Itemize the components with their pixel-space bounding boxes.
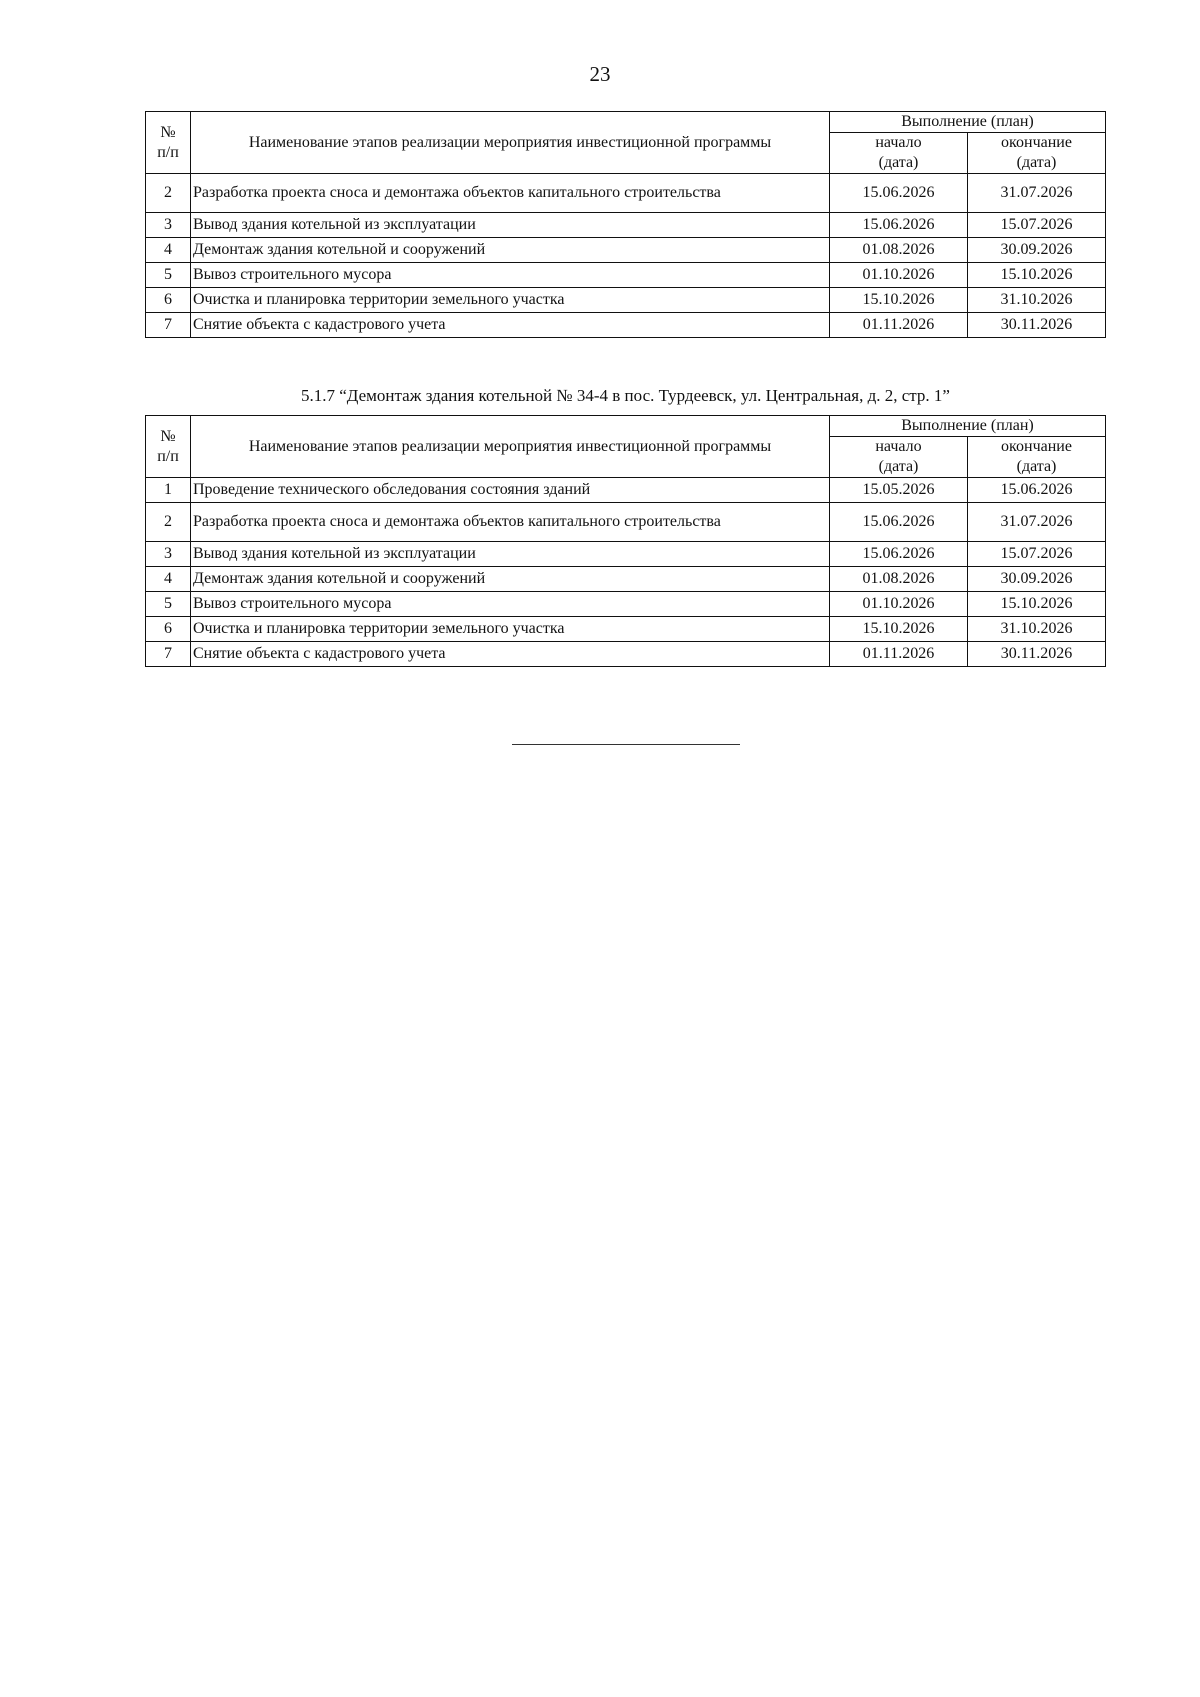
end-date: 15.07.2026 bbox=[968, 542, 1106, 567]
end-date: 15.06.2026 bbox=[968, 478, 1106, 503]
stage-name: Разработка проекта сноса и демонтажа объектов капитального строительства bbox=[191, 174, 830, 213]
row-number: 2 bbox=[146, 174, 191, 213]
end-date: 30.09.2026 bbox=[968, 238, 1106, 263]
start-date: 01.11.2026 bbox=[830, 642, 968, 667]
start-date: 01.10.2026 bbox=[830, 592, 968, 617]
header-num-label: № bbox=[160, 427, 176, 445]
header-end-label-2: (дата) bbox=[1016, 154, 1057, 171]
stage-name: Разработка проекта сноса и демонтажа объектов капитального строительства bbox=[191, 503, 830, 542]
header-end-label: окончание bbox=[1001, 134, 1072, 151]
start-date: 15.06.2026 bbox=[830, 213, 968, 238]
stage-name: Очистка и планировка территории земельного участка bbox=[191, 617, 830, 642]
row-number: 6 bbox=[146, 288, 191, 313]
stage-name: Очистка и планировка территории земельного участка bbox=[191, 288, 830, 313]
section-caption: 5.1.7 “Демонтаж здания котельной № 34-4 в пос. Турдеевск, ул. Центральная, д. 2, стр. 1” bbox=[301, 386, 950, 405]
row-number: 4 bbox=[146, 238, 191, 263]
start-date: 01.08.2026 bbox=[830, 567, 968, 592]
end-date: 31.10.2026 bbox=[968, 617, 1106, 642]
table-row bbox=[146, 313, 1106, 338]
table-row bbox=[146, 174, 1106, 213]
end-date: 15.10.2026 bbox=[968, 263, 1106, 288]
row-number: 3 bbox=[146, 542, 191, 567]
header-execution: Выполнение (план) bbox=[830, 112, 1106, 133]
table-row bbox=[146, 288, 1106, 313]
stage-name: Снятие объекта с кадастрового учета bbox=[191, 313, 830, 338]
start-date: 15.10.2026 bbox=[830, 288, 968, 313]
header-num-label-2: п/п bbox=[157, 143, 179, 161]
header-start-label-2: (дата) bbox=[878, 458, 919, 475]
start-date: 15.06.2026 bbox=[830, 174, 968, 213]
stage-name: Вывод здания котельной из эксплуатации bbox=[191, 542, 830, 567]
start-date: 01.10.2026 bbox=[830, 263, 968, 288]
end-date: 31.07.2026 bbox=[968, 503, 1106, 542]
header-execution: Выполнение (план) bbox=[830, 416, 1106, 437]
header-end-label-2: (дата) bbox=[1016, 458, 1057, 475]
table-row bbox=[146, 592, 1106, 617]
stage-name: Проведение технического обследования состояния зданий bbox=[191, 478, 830, 503]
row-number: 2 bbox=[146, 503, 191, 542]
end-date: 15.10.2026 bbox=[968, 592, 1106, 617]
row-number: 4 bbox=[146, 567, 191, 592]
header-stage-name: Наименование этапов реализации мероприятия инвестиционной программы bbox=[191, 112, 830, 174]
end-of-document-rule bbox=[512, 744, 740, 745]
start-date: 15.05.2026 bbox=[830, 478, 968, 503]
table-row bbox=[146, 478, 1106, 503]
end-date: 30.11.2026 bbox=[968, 313, 1106, 338]
header-num bbox=[146, 112, 191, 174]
end-date: 31.07.2026 bbox=[968, 174, 1106, 213]
header-num bbox=[146, 416, 191, 478]
header-end bbox=[968, 133, 1106, 174]
schedule-table-2 bbox=[145, 415, 1106, 667]
end-date: 30.09.2026 bbox=[968, 567, 1106, 592]
header-end-label: окончание bbox=[1001, 438, 1072, 455]
table-row bbox=[146, 263, 1106, 288]
header-start-label: начало bbox=[875, 134, 922, 151]
row-number: 6 bbox=[146, 617, 191, 642]
table-row bbox=[146, 642, 1106, 667]
row-number: 7 bbox=[146, 642, 191, 667]
table-row bbox=[146, 213, 1106, 238]
header-end bbox=[968, 437, 1106, 478]
header-start-label-2: (дата) bbox=[878, 154, 919, 171]
stage-name: Вывоз строительного мусора bbox=[191, 592, 830, 617]
start-date: 01.11.2026 bbox=[830, 313, 968, 338]
end-date: 15.07.2026 bbox=[968, 213, 1106, 238]
table-row bbox=[146, 238, 1106, 263]
stage-name: Снятие объекта с кадастрового учета bbox=[191, 642, 830, 667]
schedule-table-1 bbox=[145, 111, 1106, 338]
row-number: 7 bbox=[146, 313, 191, 338]
start-date: 01.08.2026 bbox=[830, 238, 968, 263]
stage-name: Вывоз строительного мусора bbox=[191, 263, 830, 288]
table-row bbox=[146, 503, 1106, 542]
table-row bbox=[146, 617, 1106, 642]
table-row bbox=[146, 542, 1106, 567]
start-date: 15.06.2026 bbox=[830, 542, 968, 567]
header-num-label-2: п/п bbox=[157, 447, 179, 465]
stage-name: Вывод здания котельной из эксплуатации bbox=[191, 213, 830, 238]
row-number: 3 bbox=[146, 213, 191, 238]
stage-name: Демонтаж здания котельной и сооружений bbox=[191, 238, 830, 263]
end-date: 31.10.2026 bbox=[968, 288, 1106, 313]
row-number: 1 bbox=[146, 478, 191, 503]
end-date: 30.11.2026 bbox=[968, 642, 1106, 667]
page-number: 23 bbox=[589, 62, 611, 86]
header-start-label: начало bbox=[875, 438, 922, 455]
header-stage-name: Наименование этапов реализации мероприятия инвестиционной программы bbox=[191, 416, 830, 478]
header-start bbox=[830, 133, 968, 174]
row-number: 5 bbox=[146, 263, 191, 288]
header-start bbox=[830, 437, 968, 478]
start-date: 15.10.2026 bbox=[830, 617, 968, 642]
table-row bbox=[146, 567, 1106, 592]
start-date: 15.06.2026 bbox=[830, 503, 968, 542]
stage-name: Демонтаж здания котельной и сооружений bbox=[191, 567, 830, 592]
header-num-label: № bbox=[160, 123, 176, 141]
row-number: 5 bbox=[146, 592, 191, 617]
